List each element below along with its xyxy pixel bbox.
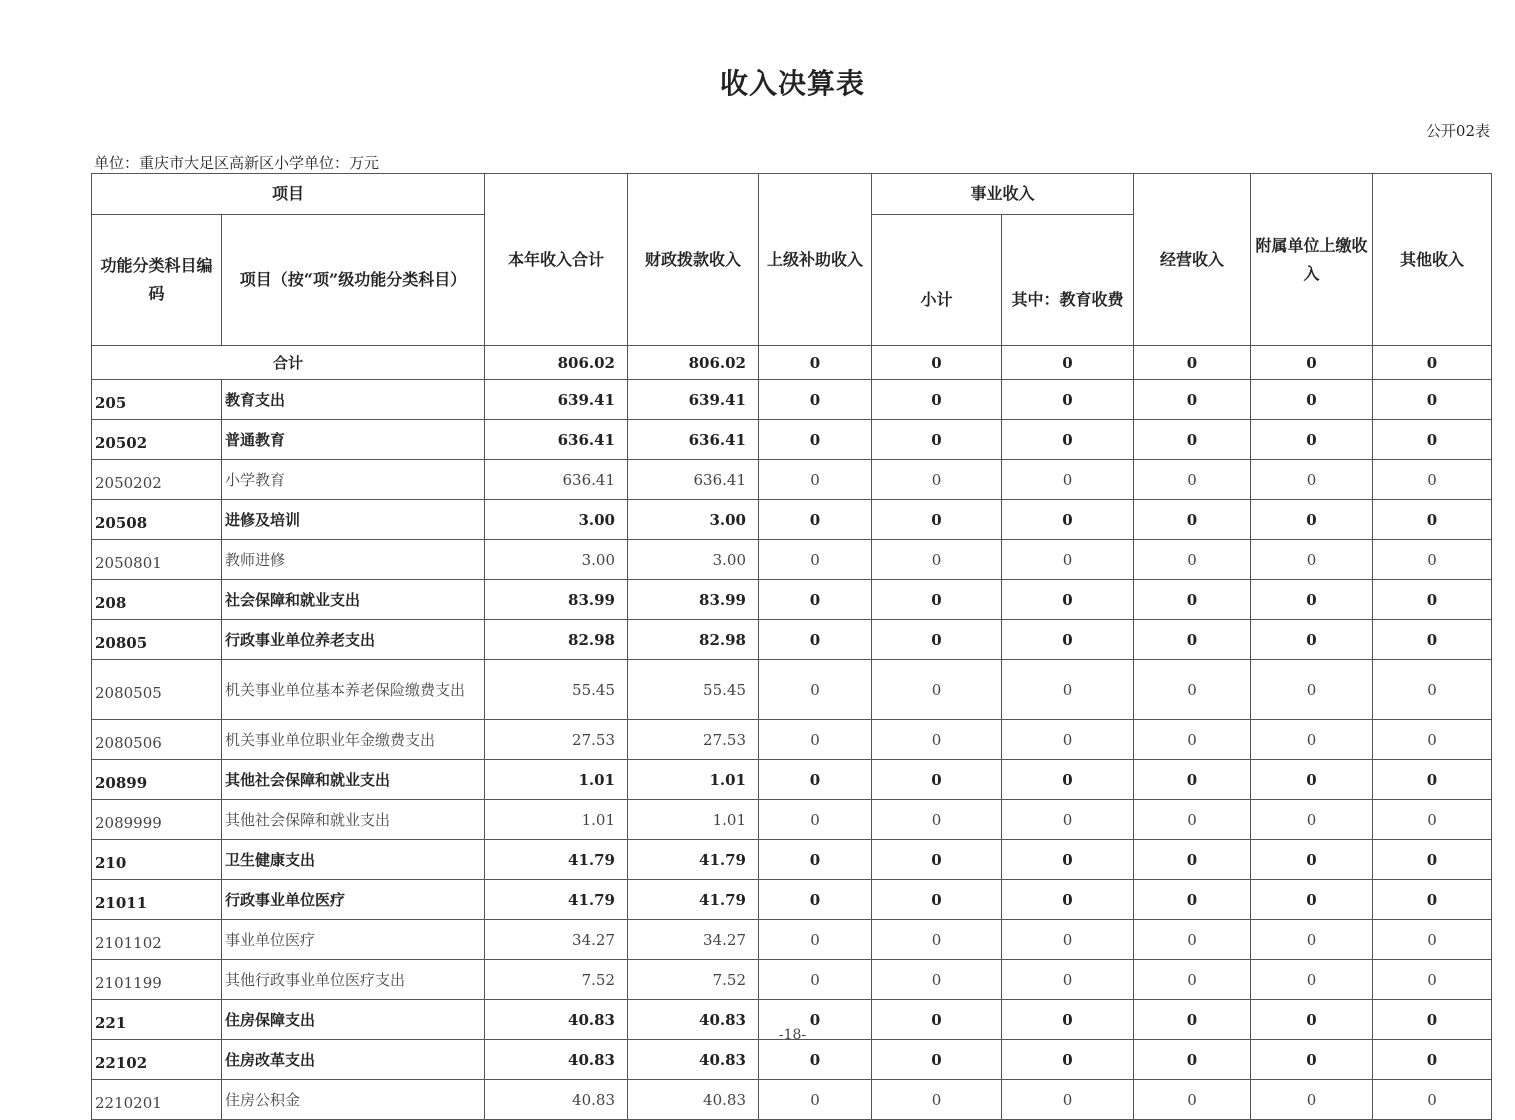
row-value: 0 (1373, 580, 1492, 620)
table-row (92, 660, 1492, 720)
header-edu-fee: 其中：教育收费 (1002, 215, 1134, 346)
row-code: 2050801 (92, 540, 222, 580)
row-value: 0 (1134, 660, 1251, 720)
row-name: 卫生健康支出 (222, 840, 485, 880)
header-total: 本年收入合计 (485, 174, 628, 346)
total-value: 0 (872, 346, 1002, 380)
row-value: 0 (1002, 1080, 1134, 1120)
row-value: 0 (1134, 380, 1251, 420)
row-value: 0 (1373, 660, 1492, 720)
row-value: 0 (759, 720, 872, 760)
row-value: 0 (1002, 1040, 1134, 1080)
header-item: 项目（按“项”级功能分类科目） (222, 215, 485, 346)
unit-line: 单位：重庆市大足区高新区小学单位：万元 (94, 154, 380, 172)
row-value: 0 (1373, 920, 1492, 960)
row-value: 0 (1373, 420, 1492, 460)
row-value: 0 (1002, 420, 1134, 460)
row-value: 0 (1002, 500, 1134, 540)
row-value: 82.98 (485, 620, 628, 660)
row-name: 行政事业单位养老支出 (222, 620, 485, 660)
row-value: 0 (872, 880, 1002, 920)
row-value: 0 (1373, 720, 1492, 760)
row-value: 3.00 (485, 500, 628, 540)
row-value: 0 (1373, 840, 1492, 880)
total-value: 0 (1373, 346, 1492, 380)
row-value: 7.52 (628, 960, 759, 1000)
row-name: 社会保障和就业支出 (222, 580, 485, 620)
row-code: 208 (92, 580, 222, 620)
row-value: 40.83 (485, 1040, 628, 1080)
row-value: 0 (1251, 800, 1373, 840)
row-code: 210 (92, 840, 222, 880)
header-business: 经营收入 (1134, 174, 1251, 346)
row-value: 0 (759, 920, 872, 960)
row-code: 20805 (92, 620, 222, 660)
row-value: 0 (1251, 960, 1373, 1000)
row-value: 639.41 (628, 380, 759, 420)
total-value: 0 (1251, 346, 1373, 380)
row-value: 83.99 (628, 580, 759, 620)
row-value: 7.52 (485, 960, 628, 1000)
row-value: 0 (1134, 960, 1251, 1000)
row-value: 0 (759, 1080, 872, 1120)
total-label: 合计 (92, 346, 485, 380)
row-value: 0 (1134, 880, 1251, 920)
table-row (92, 620, 1492, 660)
row-name: 行政事业单位医疗 (222, 880, 485, 920)
row-value: 0 (872, 460, 1002, 500)
table-row (92, 580, 1492, 620)
row-value: 0 (1134, 500, 1251, 540)
row-name: 事业单位医疗 (222, 920, 485, 960)
row-value: 0 (1134, 580, 1251, 620)
table-row (92, 380, 1492, 420)
table-row (92, 720, 1492, 760)
row-value: 0 (1002, 960, 1134, 1000)
row-value: 55.45 (628, 660, 759, 720)
row-value: 0 (1373, 540, 1492, 580)
row-value: 0 (1373, 380, 1492, 420)
row-value: 0 (1373, 1000, 1492, 1040)
row-value: 3.00 (485, 540, 628, 580)
row-value: 34.27 (485, 920, 628, 960)
total-row (92, 346, 1492, 380)
header-fiscal: 财政拨款收入 (628, 174, 759, 346)
form-number: 公开02表 (1425, 122, 1490, 140)
income-table (91, 173, 1492, 1120)
row-value: 0 (1002, 460, 1134, 500)
table-row (92, 540, 1492, 580)
row-code: 20508 (92, 500, 222, 540)
row-value: 0 (1373, 800, 1492, 840)
row-value: 0 (1251, 720, 1373, 760)
row-name: 教育支出 (222, 380, 485, 420)
row-value: 0 (872, 760, 1002, 800)
row-value: 0 (872, 1040, 1002, 1080)
row-code: 21011 (92, 880, 222, 920)
row-value: 0 (1373, 880, 1492, 920)
row-value: 0 (759, 500, 872, 540)
row-value: 83.99 (485, 580, 628, 620)
row-code: 221 (92, 1000, 222, 1040)
row-code: 22102 (92, 1040, 222, 1080)
table-row (92, 760, 1492, 800)
row-value: 0 (872, 1080, 1002, 1120)
row-code: 2210201 (92, 1080, 222, 1120)
row-value: 0 (759, 620, 872, 660)
row-value: 0 (1373, 460, 1492, 500)
header-affiliate: 附属单位上缴收入 (1251, 174, 1373, 346)
row-value: 40.83 (628, 1080, 759, 1120)
row-value: 0 (759, 460, 872, 500)
row-value: 0 (1002, 840, 1134, 880)
row-value: 636.41 (485, 460, 628, 500)
row-value: 0 (1251, 1080, 1373, 1120)
row-value: 0 (872, 800, 1002, 840)
row-value: 82.98 (628, 620, 759, 660)
row-value: 0 (1251, 500, 1373, 540)
row-value: 0 (759, 420, 872, 460)
row-value: 0 (1251, 840, 1373, 880)
table-row (92, 1080, 1492, 1120)
table-row (92, 920, 1492, 960)
row-value: 0 (1002, 880, 1134, 920)
row-value: 0 (759, 1000, 872, 1040)
row-value: 0 (759, 380, 872, 420)
row-value: 0 (1134, 920, 1251, 960)
row-value: 0 (759, 760, 872, 800)
row-value: 0 (872, 580, 1002, 620)
total-value: 806.02 (485, 346, 628, 380)
row-value: 0 (872, 920, 1002, 960)
row-code: 2089999 (92, 800, 222, 840)
row-value: 0 (1002, 380, 1134, 420)
row-value: 0 (1373, 1040, 1492, 1080)
row-value: 0 (1251, 920, 1373, 960)
row-value: 0 (1002, 620, 1134, 660)
row-code: 2080505 (92, 660, 222, 720)
total-value: 0 (759, 346, 872, 380)
row-value: 0 (1002, 1000, 1134, 1040)
page-number: -18- (778, 1027, 807, 1043)
row-value: 40.83 (628, 1000, 759, 1040)
table-row (92, 1040, 1492, 1080)
row-value: 0 (1251, 420, 1373, 460)
row-value: 0 (1002, 760, 1134, 800)
header-project-group: 项目 (92, 174, 485, 215)
row-value: 0 (1251, 880, 1373, 920)
row-name: 其他社会保障和就业支出 (222, 760, 485, 800)
row-value: 3.00 (628, 540, 759, 580)
row-value: 0 (872, 840, 1002, 880)
row-name: 进修及培训 (222, 500, 485, 540)
row-value: 0 (1251, 1000, 1373, 1040)
row-value: 0 (1251, 760, 1373, 800)
row-value: 0 (1002, 580, 1134, 620)
row-value: 0 (1251, 460, 1373, 500)
row-value: 636.41 (628, 460, 759, 500)
row-value: 55.45 (485, 660, 628, 720)
row-value: 0 (1373, 500, 1492, 540)
row-name: 其他社会保障和就业支出 (222, 800, 485, 840)
table-row (92, 960, 1492, 1000)
row-value: 0 (1251, 660, 1373, 720)
row-value: 0 (872, 500, 1002, 540)
row-value: 0 (1134, 840, 1251, 880)
table-row (92, 420, 1492, 460)
row-value: 0 (1251, 540, 1373, 580)
row-value: 27.53 (485, 720, 628, 760)
row-name: 教师进修 (222, 540, 485, 580)
row-name: 其他行政事业单位医疗支出 (222, 960, 485, 1000)
row-value: 0 (759, 960, 872, 1000)
row-value: 0 (872, 380, 1002, 420)
row-value: 40.83 (485, 1000, 628, 1040)
row-value: 0 (1134, 1080, 1251, 1120)
row-value: 0 (1134, 1000, 1251, 1040)
row-value: 0 (1251, 620, 1373, 660)
row-value: 40.83 (485, 1080, 628, 1120)
table-row (92, 880, 1492, 920)
row-code: 2101102 (92, 920, 222, 960)
table-row (92, 500, 1492, 540)
row-value: 0 (1002, 720, 1134, 760)
row-value: 1.01 (628, 760, 759, 800)
row-value: 0 (759, 540, 872, 580)
row-value: 0 (1134, 620, 1251, 660)
row-value: 1.01 (485, 800, 628, 840)
table-row (92, 800, 1492, 840)
row-value: 0 (1002, 540, 1134, 580)
row-value: 0 (1134, 420, 1251, 460)
row-value: 0 (872, 720, 1002, 760)
row-name: 住房公积金 (222, 1080, 485, 1120)
row-name: 住房保障支出 (222, 1000, 485, 1040)
row-value: 0 (1251, 380, 1373, 420)
row-value: 34.27 (628, 920, 759, 960)
row-name: 小学教育 (222, 460, 485, 500)
row-value: 0 (872, 660, 1002, 720)
row-code: 20502 (92, 420, 222, 460)
row-value: 0 (1251, 1040, 1373, 1080)
table-row (92, 460, 1492, 500)
row-value: 0 (759, 580, 872, 620)
row-name: 机关事业单位职业年金缴费支出 (222, 720, 485, 760)
row-code: 2101199 (92, 960, 222, 1000)
row-value: 40.83 (628, 1040, 759, 1080)
row-value: 3.00 (628, 500, 759, 540)
total-value: 806.02 (628, 346, 759, 380)
row-value: 0 (759, 1040, 872, 1080)
header-code: 功能分类科目编码 (92, 215, 222, 346)
row-code: 2050202 (92, 460, 222, 500)
row-value: 0 (1002, 800, 1134, 840)
row-value: 0 (1373, 960, 1492, 1000)
row-code: 2080506 (92, 720, 222, 760)
total-value: 0 (1134, 346, 1251, 380)
row-value: 0 (872, 540, 1002, 580)
row-value: 0 (872, 1000, 1002, 1040)
row-value: 41.79 (628, 880, 759, 920)
row-value: 0 (1373, 1080, 1492, 1120)
page-title: 收入决算表 (719, 67, 865, 100)
row-name: 机关事业单位基本养老保险缴费支出 (222, 660, 485, 720)
row-value: 0 (872, 960, 1002, 1000)
row-value: 0 (1251, 580, 1373, 620)
row-value: 0 (1134, 760, 1251, 800)
row-value: 0 (759, 840, 872, 880)
header-subtotal: 小计 (872, 215, 1002, 346)
row-code: 205 (92, 380, 222, 420)
row-value: 639.41 (485, 380, 628, 420)
row-value: 0 (759, 880, 872, 920)
row-value: 636.41 (628, 420, 759, 460)
row-value: 0 (1002, 920, 1134, 960)
row-value: 0 (872, 420, 1002, 460)
row-value: 0 (872, 620, 1002, 660)
header-career-group: 事业收入 (872, 174, 1134, 215)
row-value: 1.01 (485, 760, 628, 800)
row-value: 41.79 (485, 880, 628, 920)
row-value: 0 (1134, 800, 1251, 840)
row-value: 0 (1134, 720, 1251, 760)
row-value: 0 (1373, 760, 1492, 800)
table-row (92, 840, 1492, 880)
total-value: 0 (1002, 346, 1134, 380)
row-value: 0 (1002, 660, 1134, 720)
row-value: 0 (1134, 540, 1251, 580)
row-value: 27.53 (628, 720, 759, 760)
row-value: 1.01 (628, 800, 759, 840)
header-other: 其他收入 (1373, 174, 1492, 346)
row-value: 0 (1373, 620, 1492, 660)
row-name: 普通教育 (222, 420, 485, 460)
row-value: 0 (1134, 1040, 1251, 1080)
row-value: 0 (759, 800, 872, 840)
row-value: 0 (1134, 460, 1251, 500)
row-value: 41.79 (485, 840, 628, 880)
row-value: 0 (759, 660, 872, 720)
row-value: 41.79 (628, 840, 759, 880)
row-name: 住房改革支出 (222, 1040, 485, 1080)
row-code: 20899 (92, 760, 222, 800)
row-value: 636.41 (485, 420, 628, 460)
header-superior: 上级补助收入 (759, 174, 872, 346)
